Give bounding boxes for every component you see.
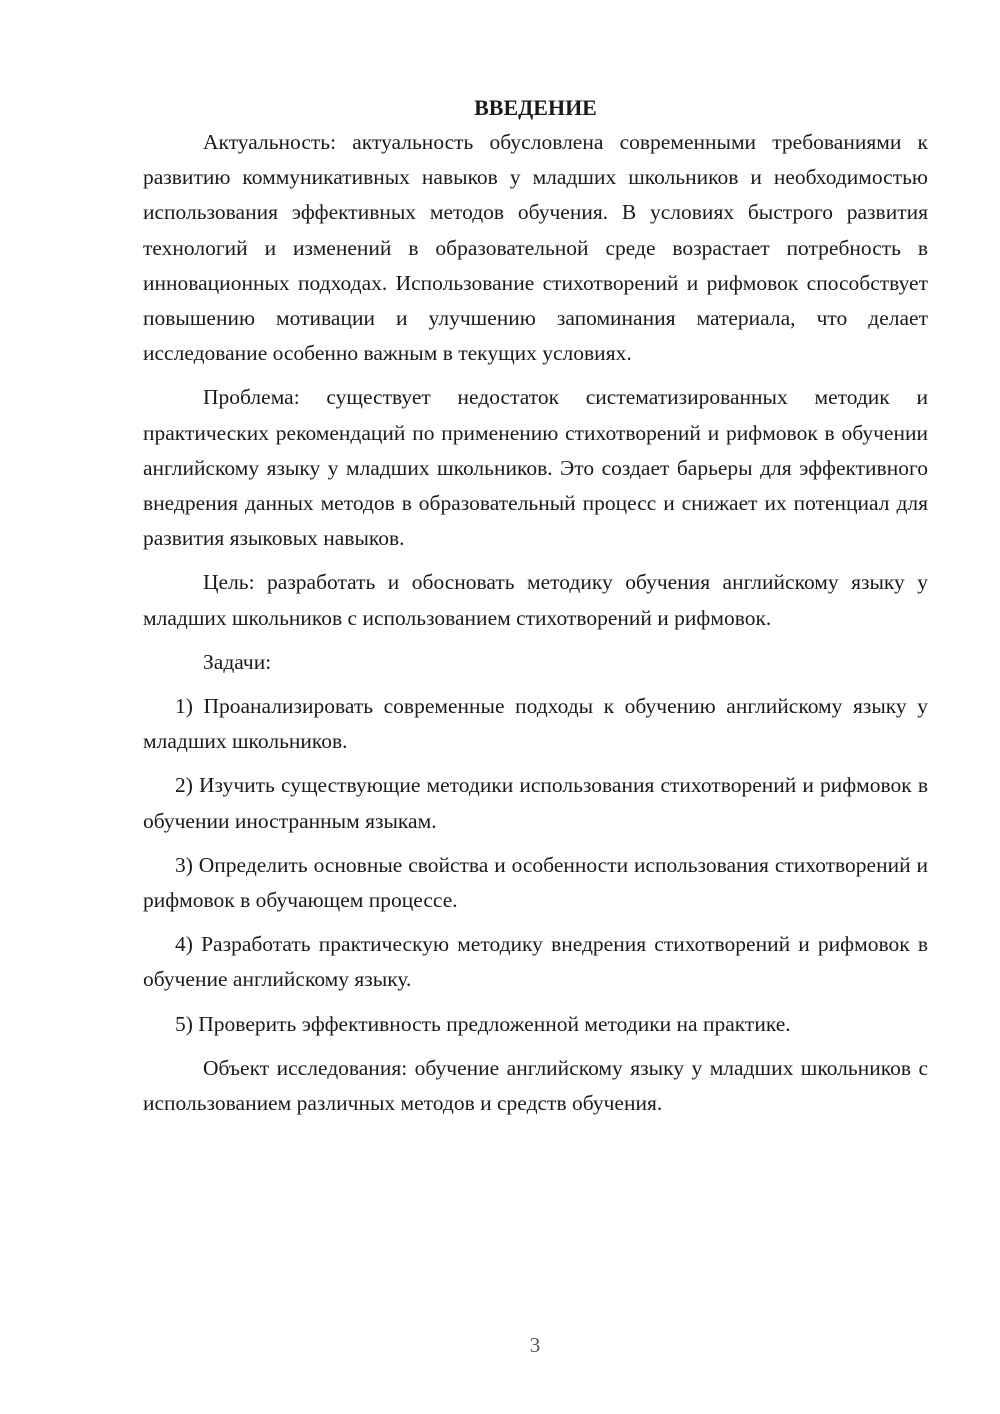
task-item: 5) Проверить эффективность предложенной методики на практике. <box>175 1011 791 1036</box>
paragraph-tasks-heading: Задачи: <box>203 649 272 674</box>
paragraph-relevance: Актуальность: актуальность обусловлена современными требованиями к развитию коммуникативных навыков у младших школьников и необходимостью использования эффективных методов обучения. В условиях быстрого развития технологий и изменений в образовательной среде возрастает потребность в инновационных подходах. Использование стихотворений и рифмовок способствует повышению мотивации и улучшению запоминания материала, что делает исследование особенно важным в текущих условиях. <box>143 130 928 366</box>
task-item: 3) Определить основные свойства и особенности использования стихотворений и рифмовок в обучающем процессе. <box>143 852 928 913</box>
paragraph-problem: Проблема: существует недостаток систематизированных методик и практических рекомендаций по применению стихотворений и рифмовок в обучении английскому языку у младших школьников. Это создает барьеры для эффективного внедрения данных методов в образовательный процесс и снижает их потенциал для развития языковых навыков. <box>143 385 928 551</box>
paragraph-goal: Цель: разработать и обосновать методику обучения английскому языку у младших школьников с использованием стихотворений и рифмовок. <box>143 570 928 630</box>
task-item: 4) Разработать практическую методику внедрения стихотворений и рифмовок в обучение английскому языку. <box>143 932 928 992</box>
task-item: 2) Изучить существующие методики использования стихотворений и рифмовок в обучении иностранным языкам. <box>143 773 928 833</box>
task-item: 1) Проанализировать современные подходы к обучению английскому языку у младших школьников. <box>143 694 928 754</box>
paragraph-object: Объект исследования: обучение английскому языку у младших школьников с использованием различных методов и средств обучения. <box>143 1055 928 1116</box>
document-page <box>143 90 928 1130</box>
section-title: ВВЕДЕНИЕ <box>474 95 597 120</box>
page-number: 3 <box>529 1333 541 1357</box>
